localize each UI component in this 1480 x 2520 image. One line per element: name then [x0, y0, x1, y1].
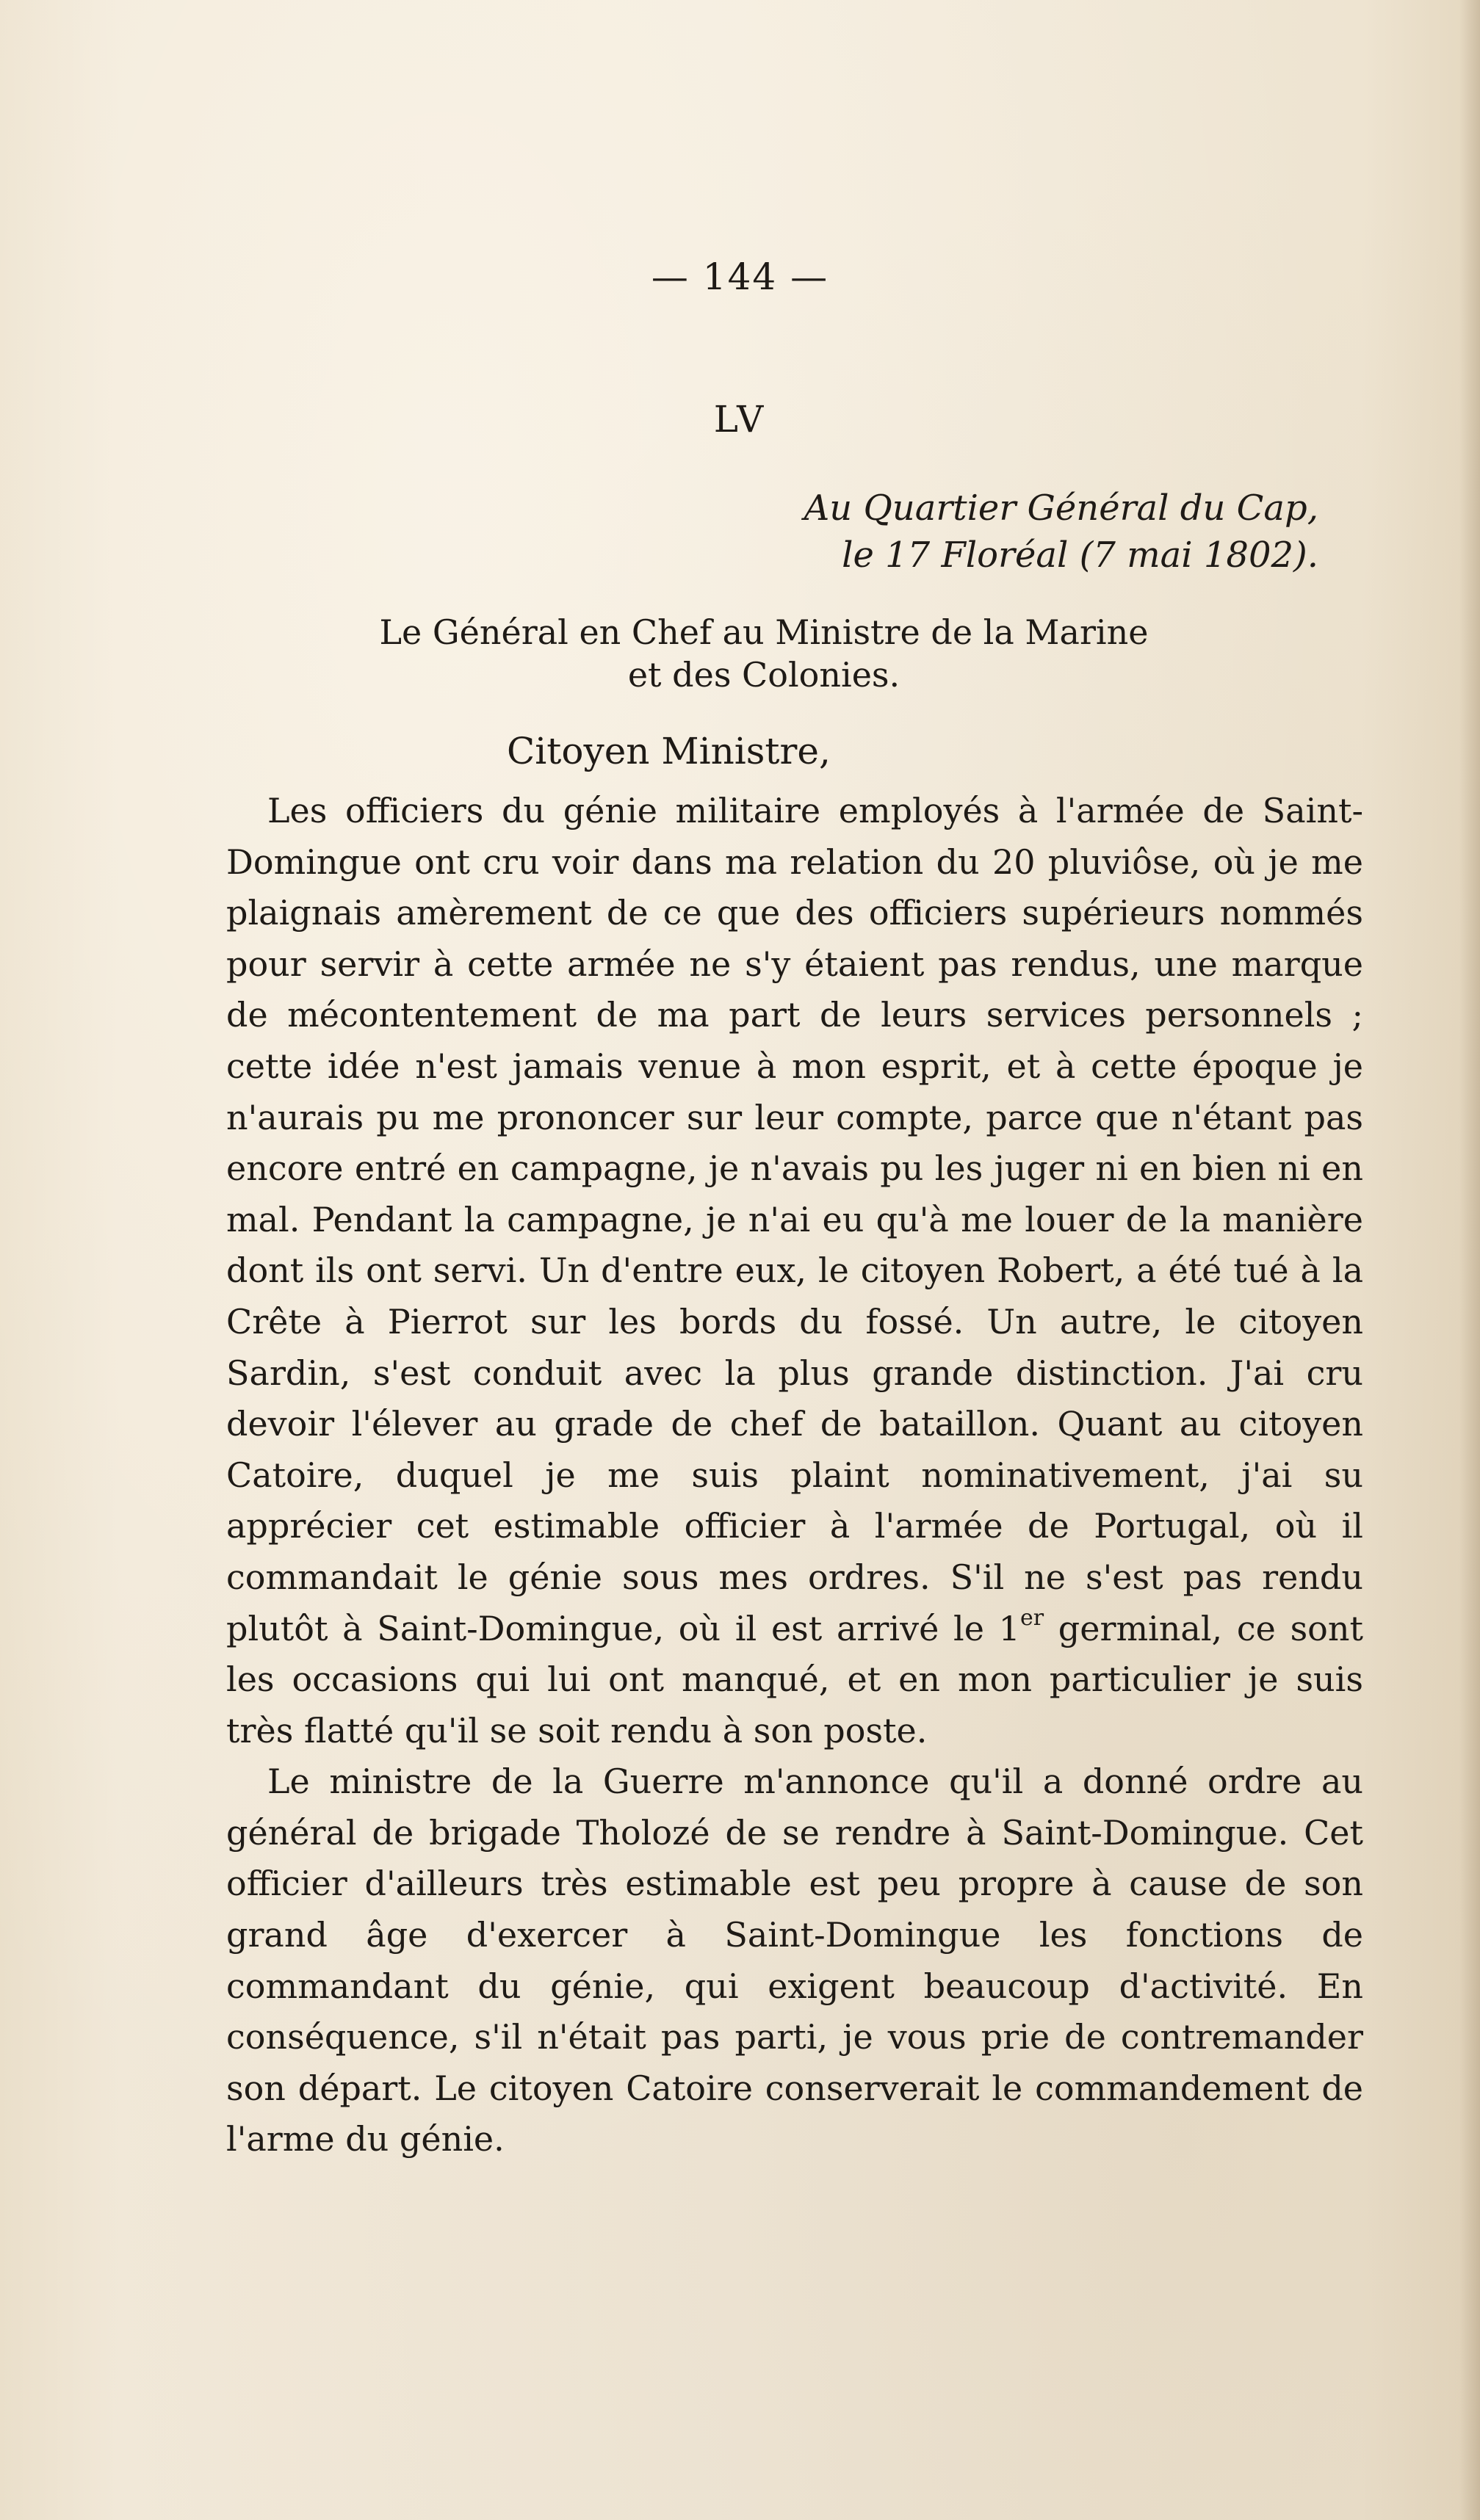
dateline-place: Au Quartier Général du Cap,: [804, 488, 1318, 529]
dateline-date: le 17 Floréal (7 mai 1802).: [842, 535, 1318, 576]
page-edge-shadow: [1459, 0, 1480, 2520]
heading-line-2: et des Colonies.: [627, 655, 900, 695]
letter-body: [226, 786, 1363, 2165]
paragraph-1-part-1: Les officiers du génie militaire employés à l'armée de Saint-Domingue ont cru voir dans ma relation du 20 pluviôse, où je me plaignais amèrement de ce que des officiers supérieurs nommés pour servir à cette armée ne s'y étaient pas rendus, une marque de mécontentement de ma part de leurs services personnels ; cette idée n'est jamais venue à mon esprit, et à cette époque je n'aurais pu me prononcer sur leur compte, parce que n'étant pas encore entré en campagne, je n'avais pu les juger ni en bien ni en mal. Pendant la campagne, je n'ai eu qu'à me louer de la manière dont ils ont servi. Un d'entre eux, le citoyen Robert, a été tué à la Crête à Pierrot sur les bords du fossé. Un autre, le citoyen Sardin, s'est conduit avec la plus grande distinction. J'ai cru devoir l'élever au grade de chef de bataillon. Quant au citoyen Catoire, duquel je me suis plaint nominativement, j'ai su apprécier cet estimable officier à l'armée de Portugal, où il commandait le génie sous mes ordres. S'il ne s'est pas rendu plutôt à Saint-Domingue, où il est arrivé le 1: [226, 791, 1363, 1648]
paragraph-2: Le ministre de la Guerre m'annonce qu'il a donné ordre au général de brigade Tholozé de se rendre à Saint-Domingue. Cet officier d'ailleurs très estimable est peu propre à cause de son grand âge d'exercer à Saint-Domingue les fonctions de commandant du génie, qui exigent beaucoup d'activité. En conséquence, s'il n'était pas parti, je vous prie de contremander son départ. Le citoyen Catoire conserverait le commandement de l'arme du génie.: [226, 1762, 1363, 2159]
salutation: Citoyen Ministre,: [507, 730, 831, 772]
letter-number: LV: [713, 398, 767, 441]
letter-heading: [220, 611, 1307, 696]
ordinal-superscript: er: [1019, 1605, 1044, 1632]
paragraph-1: [226, 786, 1363, 1756]
paragraph-1-part-2: germinal, ce sont les occasions qui lui ont manqué, et en mon particulier je suis très flatté qu'il se soit rendu à son poste.: [226, 1608, 1363, 1750]
page-number: — 144 —: [651, 256, 829, 298]
dateline: [584, 485, 1318, 579]
heading-line-1: Le Général en Chef au Ministre de la Marine: [379, 612, 1149, 652]
